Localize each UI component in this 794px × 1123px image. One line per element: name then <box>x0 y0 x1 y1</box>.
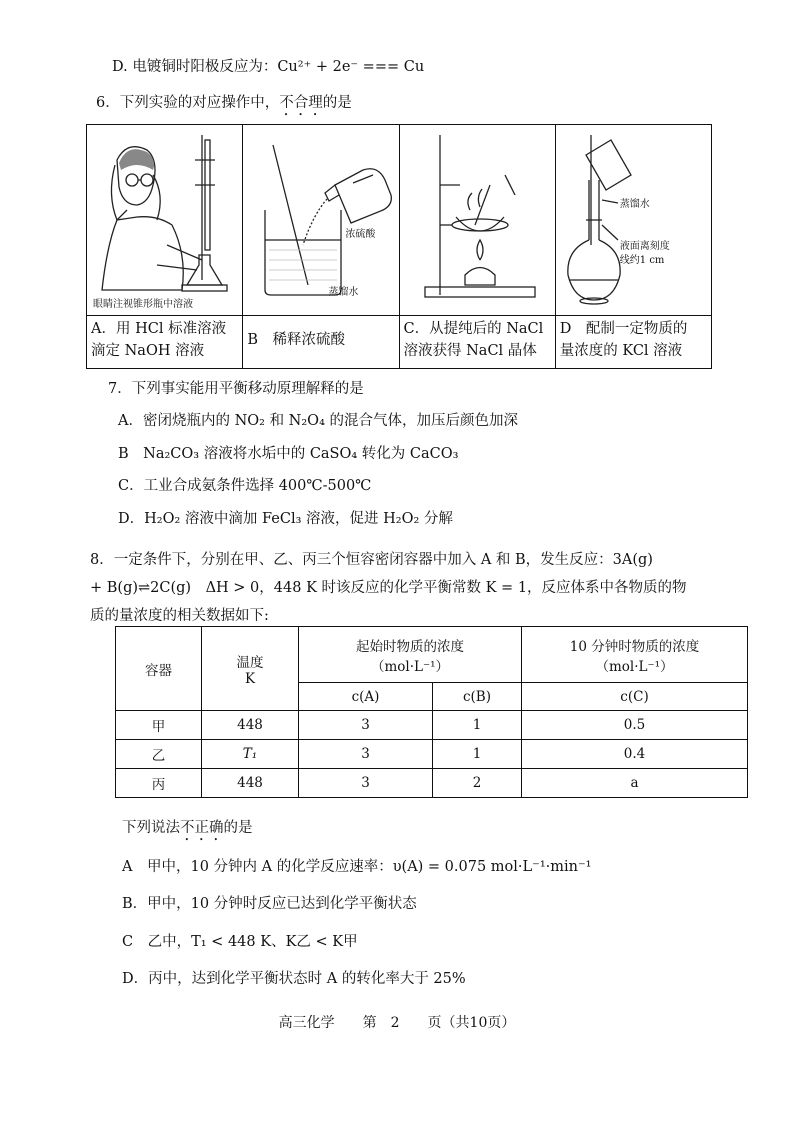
q8-option-b: B．甲中，10 分钟时反应已达到化学平衡状态 <box>122 896 417 912</box>
figure-d-label-distance: 线约1 cm <box>619 255 665 266</box>
q8-stem-line2: + B(g)⇌2C(g) ΔH > 0，448 K 时该反应的化学平衡常数 K = 1，反应体系中各物质的物 <box>90 580 687 596</box>
q7-option-b: B Na₂CO₃ 溶液将水垢中的 CaSO₄ 转化为 CaCO₃ <box>118 446 459 462</box>
caption-a: A．用 HCl 标准溶液 滴定 NaOH 溶液 <box>87 316 243 369</box>
header-10min-concentration: 10 分钟时物质的浓度 （mol·L⁻¹） <box>522 627 748 683</box>
header-initial-concentration: 起始时物质的浓度 （mol·L⁻¹） <box>299 627 522 683</box>
figure-c-evaporation <box>399 125 555 316</box>
q8-option-d: D．丙中，达到化学平衡状态时 A 的转化率大于 25% <box>122 971 466 987</box>
figure-a-label: 眼睛注视锥形瓶中溶液 <box>93 299 193 310</box>
header-cA: c(A) <box>299 683 433 711</box>
figure-b-dilution <box>243 125 399 316</box>
caption-b: B 稀释浓硫酸 <box>243 316 399 369</box>
q7-option-d: D．H₂O₂ 溶液中滴加 FeCl₃ 溶液，促进 H₂O₂ 分解 <box>118 511 453 527</box>
figure-b-label-acid: 浓硫酸 <box>345 229 376 240</box>
header-cB: c(B) <box>433 683 522 711</box>
q8-prompt: 下列说法不正确的是 <box>122 820 253 836</box>
titration-illustration-icon <box>87 125 241 315</box>
figure-b-label-water: 蒸馏水 <box>328 287 359 298</box>
figure-d-label-level: 液面离刻度 <box>619 241 670 252</box>
q7-option-c: C．工业合成氨条件选择 400℃-500℃ <box>118 478 372 494</box>
caption-c: C．从提纯后的 NaCl 溶液获得 NaCl 晶体 <box>399 316 555 369</box>
header-temperature: 温度 K <box>202 627 299 711</box>
q7-option-a: A．密闭烧瓶内的 NO₂ 和 N₂O₄ 的混合气体，加压后颜色加深 <box>118 413 518 429</box>
table-row: 丙 448 3 2 a <box>116 769 748 798</box>
table-row: 乙 T₁ 3 1 0.4 <box>116 740 748 769</box>
evaporation-illustration-icon <box>400 125 554 315</box>
figure-a-titration <box>87 125 243 316</box>
figure-d-volumetric <box>555 125 711 316</box>
q7-stem: 7．下列事实能用平衡移动原理解释的是 <box>108 381 364 397</box>
q8-option-c: C 乙中，T₁ < 448 K、K乙 < K甲 <box>122 934 358 950</box>
page-footer: 高三化学 第 2 页（共10页） <box>278 1015 516 1031</box>
figure-d-label-water: 蒸馏水 <box>619 199 650 210</box>
q8-option-a: A 甲中，10 分钟内 A 的化学反应速率：υ(A) = 0.075 mol·L⁻¹·min⁻¹ <box>122 859 592 875</box>
q8-data-table <box>115 626 748 798</box>
q6-stem: 6．下列实验的对应操作中，不合理的是 <box>96 95 352 111</box>
q8-stem-line3: 质的量浓度的相关数据如下: <box>90 608 269 624</box>
table-row: 甲 448 3 1 0.5 <box>116 711 748 740</box>
q8-stem-line1: 8．一定条件下，分别在甲、乙、丙三个恒容密闭容器中加入 A 和 B，发生反应：3A(g) <box>90 552 653 568</box>
q6-figure-table <box>86 124 712 369</box>
header-container: 容器 <box>116 627 202 711</box>
dilution-illustration-icon <box>243 125 397 315</box>
header-cC: c(C) <box>522 683 748 711</box>
volumetric-flask-illustration-icon <box>556 125 710 315</box>
caption-d: D 配制一定物质的 量浓度的 KCl 溶液 <box>555 316 711 369</box>
q5-option-d: D. 电镀铜时阳极反应为：Cu²⁺ + 2e⁻ === Cu <box>112 59 425 75</box>
